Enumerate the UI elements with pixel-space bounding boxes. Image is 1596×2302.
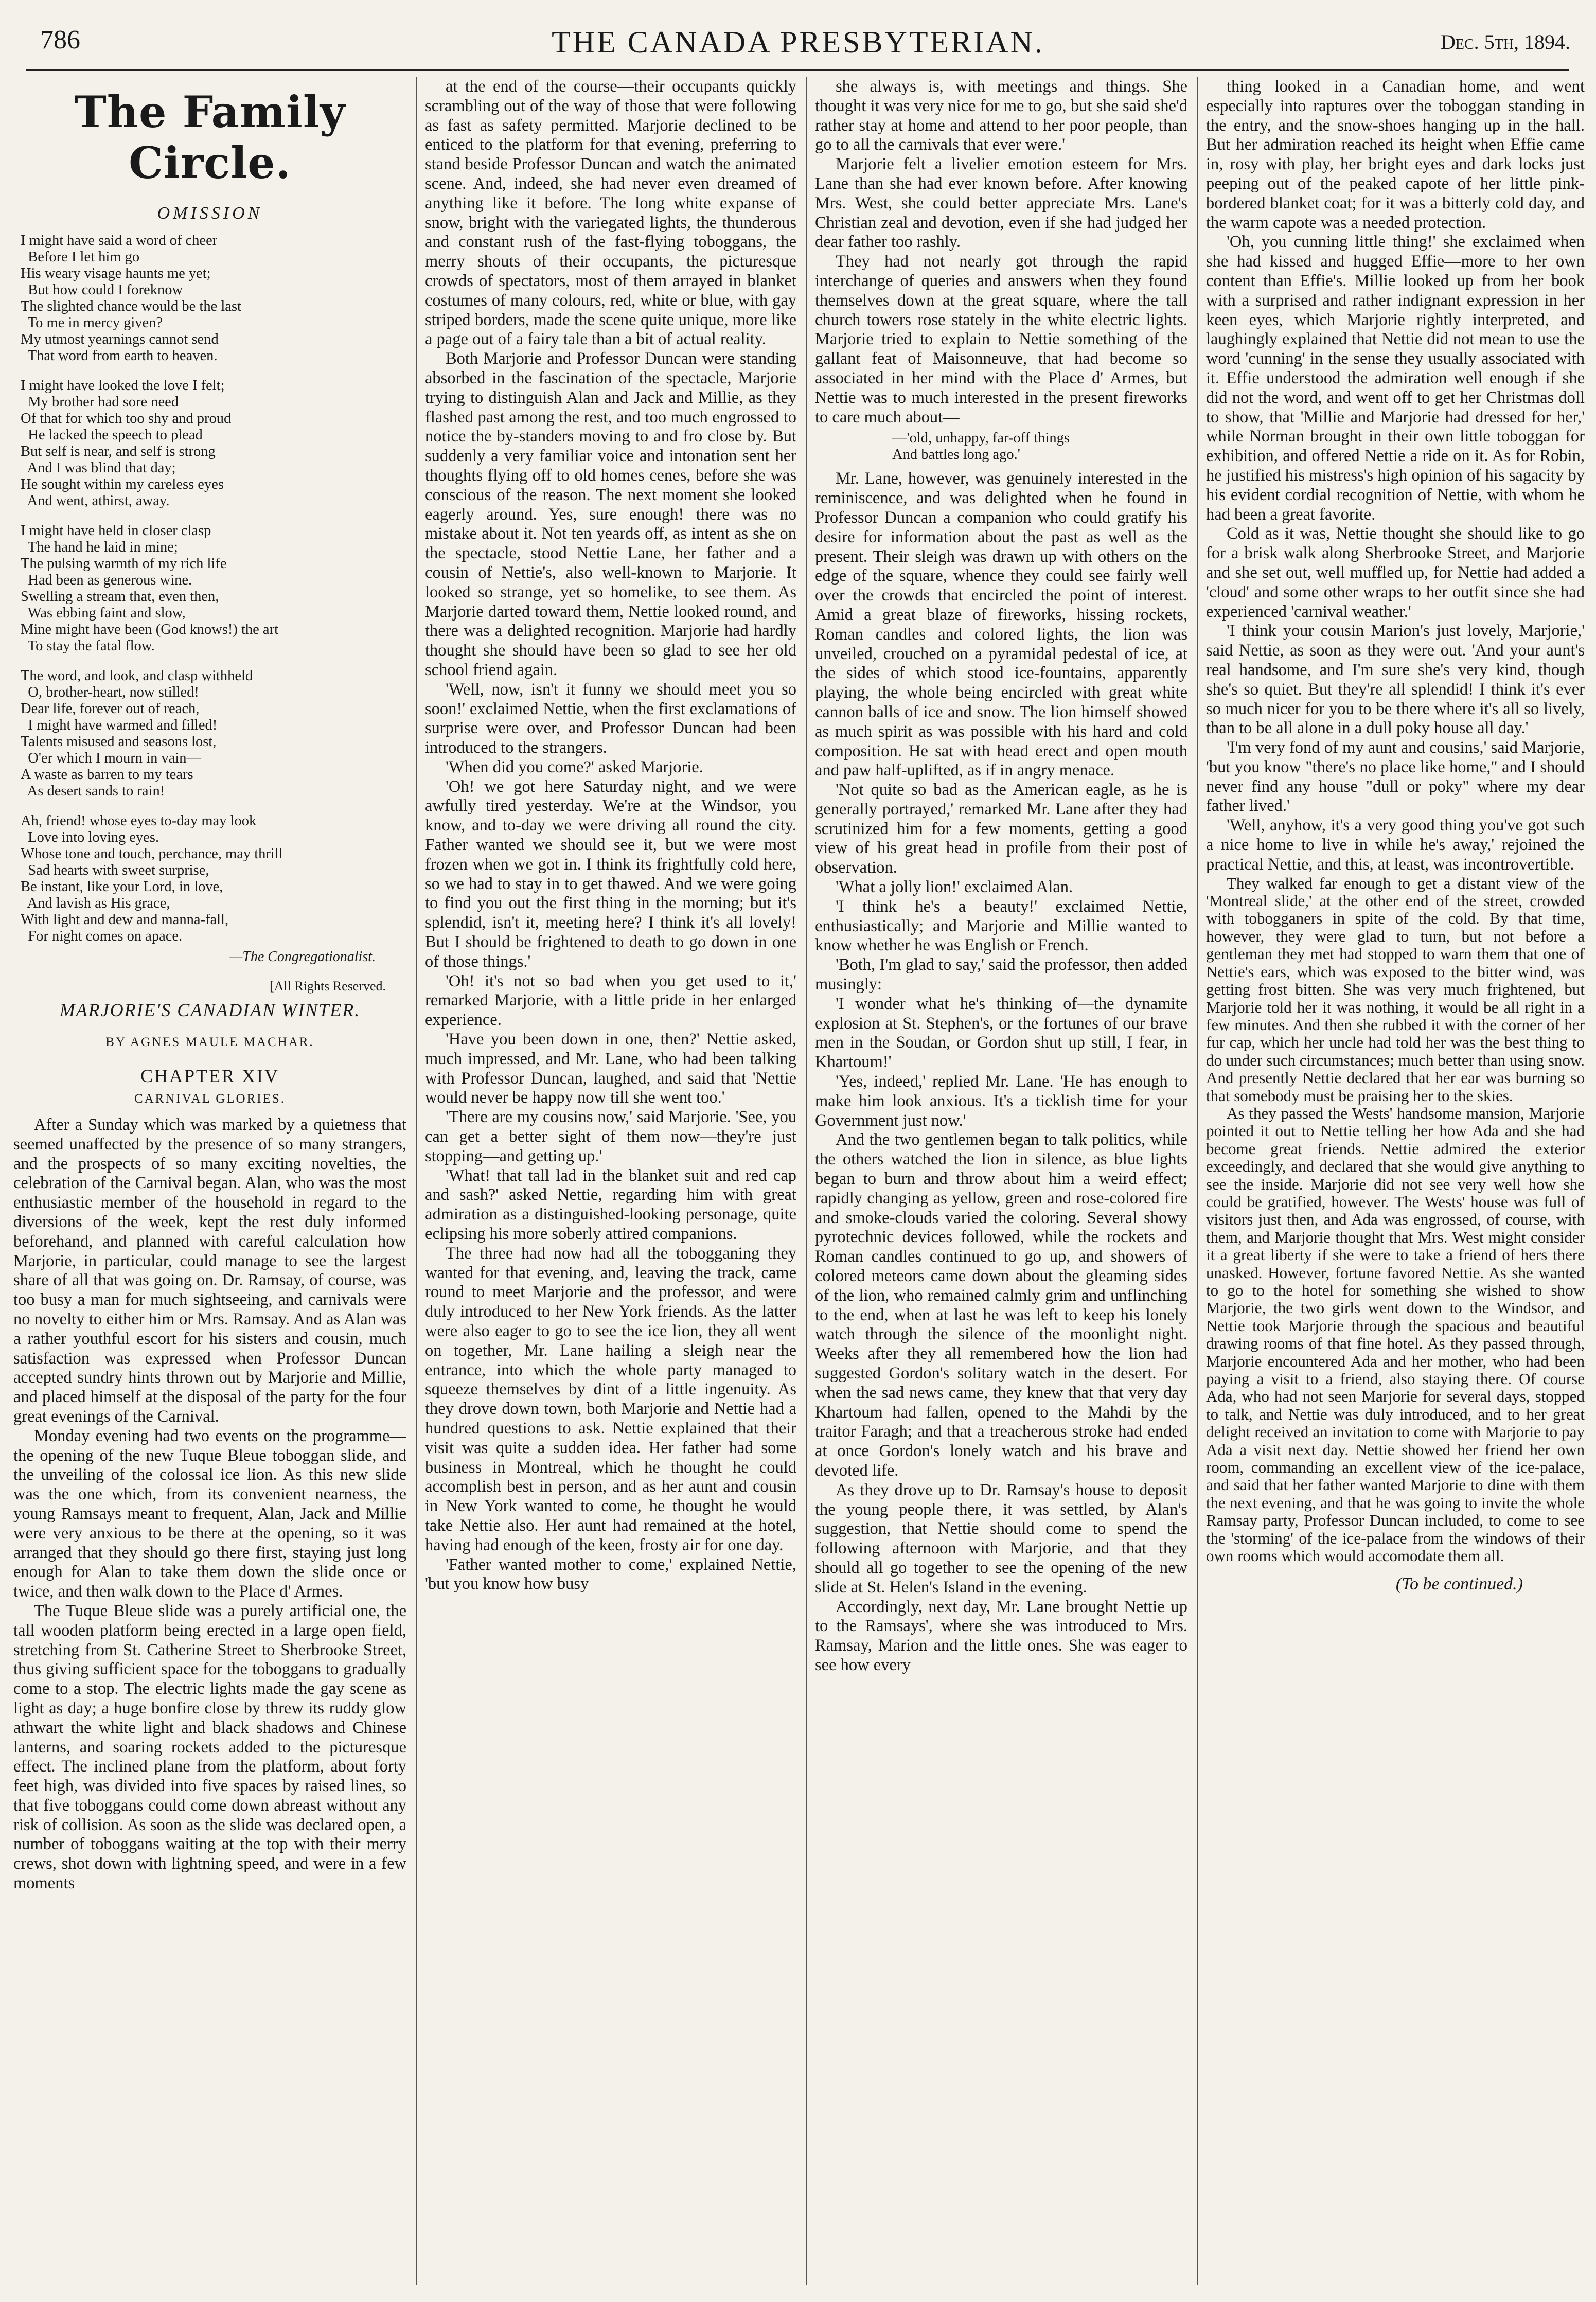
- poem-line: O, brother-heart, now stilled!: [21, 684, 199, 700]
- poem-line: Of that for which too shy and proud: [21, 411, 232, 427]
- poem-stanza: [21, 668, 406, 800]
- poem-line: Ah, friend! whose eyes to-day may look: [21, 813, 257, 829]
- paragraph: And the two gentlemen began to talk politics, while the others watched the lion in silence, as blue lights began to burn and throw about him a weird effect; rapidly changing as yellow, green and rose-colored fire and smoke-clouds varied the coloring. Several showy pyrotechnic devices followed, while the rockets and Roman candles continued to go up, and showers of colored meteors came down about the gleaming sides of the lion, who remained calmly grim and unflinching to the end, when at last he was left to keep his lonely watch through the silence of the moonlight night. Weeks after they all remembered how the lion had suggested Gordon's solitary watch in the desert. For when the sad news came, they knew that that very day Khartoum had fallen, opened to the Mahdi by the traitor Faragh; and that a treacherous stroke had ended at once Gordon's lonely watch and his brave and devoted life.: [815, 1130, 1187, 1480]
- publication-title: THE CANADA PRESBYTERIAN.: [552, 25, 1044, 59]
- poem-line: I might have warmed and filled!: [21, 717, 218, 733]
- paragraph: 'I think he's a beauty!' exclaimed Nettie, enthusiastically; and Marjorie and Millie wanted to know whether he was English or French.: [815, 897, 1187, 955]
- paragraph: 'Oh! it's not so bad when you get used to it,' remarked Marjorie, with a little pride in her enlarged experience.: [425, 971, 796, 1030]
- poem-line: Sad hearts with sweet surprise,: [21, 862, 209, 878]
- poem-line: A waste as barren to my tears: [21, 767, 193, 783]
- poem-line: And went, athirst, away.: [21, 493, 170, 509]
- poem-line: And lavish as His grace,: [21, 895, 170, 911]
- masthead: [21, 25, 1575, 66]
- paragraph: 'Oh, you cunning little thing!' she exclaimed when she had kissed and hugged Effie—more to her own content than Effie's. Millie looked up from her book with a surprised and rather indignant expression in her keen eyes, which Marjorie rightly interpreted, and laughingly explained that Nettie did not mean to use the word 'cunning' in the sense they usually associated with it. Effie understood the admiration well enough if she did not the word, and went off to get her Christmas doll to show, that 'Millie and Marjorie had dressed for her,' while Norman brought in their own little toboggan for exhibition, and offered Nettie a ride on it. As for Robin, he justified his mistress's high opinion of his sagacity by his evident cordial recognition of Nettie, with whom he had been a great favorite.: [1206, 233, 1585, 524]
- poem-line: As desert sands to rain!: [21, 783, 165, 799]
- paragraph: Cold as it was, Nettie thought she should like to go for a brisk walk along Sherbrooke Street, and Marjorie and she set out, well muffled up, for Nettie had added a 'cloud' and some other wraps to her outfit since she had experienced 'carnival weather.': [1206, 524, 1585, 621]
- poem-line: He lacked the speech to plead: [21, 427, 203, 443]
- poem-line: My utmost yearnings cannot send: [21, 331, 219, 347]
- paragraph: 'I wonder what he's thinking of—the dynamite explosion at St. Stephen's, or the fortunes of our brave men in the Soudan, or Gordon shut up still, I fear, in Khartoum!': [815, 994, 1187, 1072]
- paragraph: Mr. Lane, however, was genuinely interested in the reminiscence, and was delighted when he found in Professor Duncan a companion who could gratify his desire for information about the past as well as the present. Their sleigh was drawn up with others on the edge of the square, whence they could see fairly well over the crowds that encircled the point of interest. Amid a great blaze of fireworks, hissing rockets, Roman candles and colored lights, the lion was unveiled, crouched on a pyramidal pedestal of ice, at the sides of which stood ice-fountains, apparently playing, the whole being encircled with great white cannon balls of ice and snow. The lion himself showed as much spirit as was possible with his hard and cold composition. He sat with head erect and open mouth and paw half-uplifted, as if in angry menace.: [815, 469, 1187, 780]
- paragraph: 'I'm very fond of my aunt and cousins,' said Marjorie, 'but you know "there's no place like home," and I should never find any house "dull or poky" where my dear father lived.': [1206, 738, 1585, 816]
- poem-line: The hand he laid in mine;: [21, 539, 178, 555]
- poem-line: His weary visage haunts me yet;: [21, 265, 211, 281]
- paragraph: 'There are my cousins now,' said Marjorie. 'See, you can get a better sight of them now—they're just stopping—and getting up.': [425, 1108, 796, 1165]
- poem-line: Mine might have been (God knows!) the art: [21, 622, 278, 638]
- column-3-text-b: [815, 469, 1187, 1675]
- stanza-gap: [21, 509, 406, 523]
- paragraph: 'Father wanted mother to come,' explained Nettie, 'but you know how busy: [425, 1555, 796, 1593]
- story-byline: BY AGNES MAULE MACHAR.: [105, 1035, 314, 1049]
- chapter-subtitle: CARNIVAL GLORIES.: [134, 1092, 286, 1106]
- poem-line: Swelling a stream that, even then,: [21, 589, 219, 605]
- column-3-text-a: [815, 77, 1187, 427]
- poem-line: Whose tone and touch, perchance, may thrill: [21, 846, 283, 862]
- stanza-gap: [21, 654, 406, 668]
- column-1-text: [13, 1115, 406, 1893]
- column-divider: [416, 77, 417, 2285]
- rights-notice: [All Rights Reserved.: [269, 979, 386, 994]
- column-divider: [1197, 77, 1198, 2285]
- poem-line: I might have held in closer clasp: [21, 523, 211, 539]
- poem-line: The pulsing warmth of my rich life: [21, 556, 227, 572]
- paragraph: 'Both, I'm glad to say,' said the professor, then added musingly:: [815, 955, 1187, 994]
- paragraph: 'When did you come?' asked Marjorie.: [446, 757, 703, 776]
- quote-line: —'old, unhappy, far-off things: [892, 430, 1070, 447]
- stanza-gap: [21, 800, 406, 813]
- page-number: 786: [40, 25, 80, 55]
- column-2: [425, 77, 796, 2290]
- paragraph: As they drove up to Dr. Ramsay's house to deposit the young people there, it was settled, by Alan's suggestion, that Nettie should come to spend the following afternoon with Marjorie, and that they should all go together to see the opening of the new slide at St. Helen's Island in the evening.: [815, 1480, 1187, 1597]
- paragraph: 'Well, now, isn't it funny we should meet you so soon!' exclaimed Nettie, when the first exclamations of surprise were over, and Professor Duncan had been introduced to the strangers.: [425, 680, 796, 757]
- paragraph: she always is, with meetings and things. She thought it was very nice for me to go, but she said she'd rather stay at home and attend to her poor people, than go to all the carnivals that ever were.': [815, 77, 1187, 154]
- poem-line: Before I let him go: [21, 249, 140, 265]
- column-2-text: [425, 77, 796, 1594]
- poem-line: I might have said a word of cheer: [21, 233, 218, 249]
- column-4-text: [1206, 77, 1585, 875]
- poem-line: To stay the fatal flow.: [21, 638, 155, 654]
- poem-line: Love into loving eyes.: [21, 829, 159, 845]
- poem-line: Had been as generous wine.: [21, 572, 192, 588]
- chapter-heading: CHAPTER XIV: [140, 1066, 279, 1086]
- story-title: MARJORIE'S CANADIAN WINTER.: [59, 1000, 361, 1020]
- poem-line: Was ebbing faint and slow,: [21, 605, 186, 621]
- poem-body: [13, 233, 406, 945]
- poem-line: Talents misused and seasons lost,: [21, 734, 217, 750]
- poem-stanza: [21, 378, 406, 509]
- masthead-rule: [26, 69, 1569, 71]
- quote-line: And battles long ago.': [892, 447, 1020, 463]
- poem-line: For night comes on apace.: [21, 928, 183, 944]
- poem-stanza: [21, 233, 406, 364]
- poem-line: But self is near, and self is strong: [21, 444, 216, 459]
- paragraph: They walked far enough to get a distant view of the 'Montreal slide,' at the other end of the street, crowded with tobogganers in spite of the cold. By that time, however, they were glad to turn, but not before a gentleman they met had stopped to warn them that one of Nettie's ears, which was exposed to the bitter wind, was getting frost bitten. She was very much frightened, but Marjorie told her it was nothing, it would be all right in a few minutes. And then she rubbed it with the corner of her fur cap, which her uncle had told her was the best thing to do under such circumstances; much better than using snow. And presently Nettie declared that her ear was burning so that somebody must be praising her to the skies.: [1206, 874, 1585, 1105]
- poem-line: But how could I foreknow: [21, 282, 183, 298]
- poem-source: —The Congregationalist.: [229, 949, 376, 965]
- paragraph: Both Marjorie and Professor Duncan were standing absorbed in the fascination of the spectacle, Marjorie trying to distinguish Alan and Jack and Millie, as they flashed past among the rest, and too much engrossed to notice the by-standers moving to and fro close by. But suddenly a very familiar voice and intonation sent her thoughts flying off to old homes cenes, before she was conscious of the reason. The next moment she looked eagerly around. Yes, sure enough! there was no mistake about it. Not ten yeards off, as intent as she on the spectacle, stood Nettie Lane, her father and a cousin of Nettie's, also well-known to Marjorie. It looked so strange, yet so homelike, to see them. As Marjorie darted toward them, Nettie looked round, and there was a delighted recognition. Marjorie had hardly thought she should have been so glad to see her old school friend again.: [425, 349, 796, 679]
- poem-line: He sought within my careless eyes: [21, 476, 224, 492]
- paragraph: 'Well, anyhow, it's a very good thing you've got such a nice home to live in while he's away,' rejoined the practical Nettie, and this, at least, was incontrovertible.: [1206, 816, 1585, 874]
- poem-line: Dear life, forever out of reach,: [21, 701, 200, 717]
- paragraph: After a Sunday which was marked by a quietness that seemed unaffected by the presence of so many strangers, and the prospects of so many exciting novelties, the celebration of the Carnival began. Alan, who was the most enthusiastic member of the household in regard to the diversions of the week, kept the rest duly informed beforehand, and planned with careful calculation how Marjorie, in particular, could manage to see the largest share of all that was going on. Dr. Ramsay, of course, was too busy a man for much sightseeing, and carnivals were no novelty to either him or Mrs. Ramsay. And as Alan was a rather youthful escort for his sisters and cousin, much satisfaction was expressed when Professor Duncan accepted sundry hints thrown out by Marjorie and Millie, and placed himself at the disposal of the party for the four great evenings of the Carnival.: [13, 1115, 406, 1426]
- paragraph: Marjorie felt a livelier emotion esteem for Mrs. Lane than she had ever known before. After knowing Mrs. West, she could better appreciate Mrs. Lane's Christian zeal and devotion, even if she had judged her dear father too rashly.: [815, 155, 1187, 252]
- column-1: [13, 77, 406, 2290]
- poem-line: That word from earth to heaven.: [21, 348, 218, 364]
- paragraph: 'Yes, indeed,' replied Mr. Lane. 'He has enough to make him look anxious. It's a ticklish time for your Government just now.': [815, 1072, 1187, 1130]
- paragraph: 'Oh! we got here Saturday night, and we were awfully tired yesterday. We're at the Windsor, you know, and to-day we were driving all round the city. Father wanted we should see it, but we were most frozen when we got in. I think its frightfully cold here, so we had to stay in to get thawed. And we were going to find you out the first thing in the morning; but it's splendid, isn't it, meeting here? I think it's all lovely! But I should be frightened to death to go down in one of those things.': [425, 777, 796, 971]
- poem-line: Be instant, like your Lord, in love,: [21, 879, 223, 895]
- paragraph: 'Have you been down in one, then?' Nettie asked, much impressed, and Mr. Lane, who had been talking with Professor Duncan, laughed, and said that 'Nettie would never be happy now till she went too.': [425, 1030, 796, 1107]
- paragraph: thing looked in a Canadian home, and went especially into raptures over the toboggan standing in the entry, and the snow-shoes hanging up in the hall. But her admiration reached its height when Effie came in, rosy with play, her bright eyes and dark locks just peeping out of the peaked capote of her little pink-bordered blanket coat; for it was a bitterly cold day, and the warm capote was a needed protection.: [1206, 77, 1585, 232]
- paragraph: Monday evening had two events on the programme—the opening of the new Tuque Bleue toboggan slide, and the unveiling of the colossal ice lion. As this new slide was the one which, from its convenient nearness, the young Ramsays meant to frequent, Alan, Jack and Millie were very anxious to be there at the opening, so it was arranged that they should go there first, staying just long enough for Alan to take them down the slide once or twice, and then walk down to the Place d' Armes.: [13, 1426, 406, 1601]
- paragraph: at the end of the course—their occupants quickly scrambling out of the way of those that were following as fast as safety permitted. Marjorie declined to be enticed to the platform for that evening, preferring to stand beside Professor Duncan and watch the animated scene. And, indeed, she had never even dreamed of anything like it before. The long white expanse of snow, bright with the variegated lights, the thunderous and constant rush of the fast-flying toboggans, the merry shouts of their occupants, the picturesque crowds of spectators, most of them arrayed in blanket costumes of many colours, red, white or blue, with gay striped borders, made the scene quite unique, more like a page out of a fairy tale than a bit of actual reality.: [425, 77, 796, 349]
- poem-stanza: [21, 813, 406, 945]
- to-be-continued: (To be continued.): [1395, 1574, 1523, 1593]
- poem-line: The word, and look, and clasp withheld: [21, 668, 253, 684]
- paragraph: Accordingly, next day, Mr. Lane brought Nettie up to the Ramsays', where she was introduced to Mrs. Ramsay, Marion and the little ones. She was eager to see how every: [815, 1597, 1187, 1674]
- paragraph: The three had now had all the tobogganing they wanted for that evening, and, leaving the track, came round to meet Marjorie and the professor, and were duly introduced to her New York friends. As the latter were also eager to go to see the ice lion, they all went on together, Mr. Lane hailing a sleigh near the entrance, into which the whole party managed to squeeze themselves by dint of a little ingenuity. As they drove down town, both Marjorie and Nettie had a hundred questions to ask. Nettie explained that their visit was quite a sudden idea. Her father had some business in Montreal, which he thought he could accomplish best in person, and as her aunt and cousin in New York wanted to come, he thought he would take Nettie also. Her aunt had remained at the hotel, having had enough of the keen, frosty air for one day.: [425, 1244, 796, 1554]
- paragraph: The Tuque Bleue slide was a purely artificial one, the tall wooden platform being erected in a large open field, stretching from St. Catherine Street to Sherbrooke Street, thus giving sufficient space for the toboggans to gradually come to a stop. The electric lights made the gay scene as light as day; a huge bonfire close by threw its ruddy glow athwart the white light and black shadows and Chinese lanterns, and soaring rockets added to the picturesque effect. The inclined plane from the platform, about forty feet high, was divided into five spaces by raised lines, so that five toboggans could come down abreast without any risk of collision. As soon as the slide was declared open, a number of toboggans waiting at the top with their merry crews, shot down with lightning speed, and were in a few moments: [13, 1601, 406, 1893]
- column-4-text-small: [1206, 875, 1585, 1565]
- column-3: [815, 77, 1187, 2290]
- poem-line: With light and dew and manna-fall,: [21, 912, 229, 928]
- section-title: The Family Circle.: [74, 86, 346, 188]
- poem-line: The slighted chance would be the last: [21, 298, 241, 314]
- paragraph: 'What! that tall lad in the blanket suit and red cap and sash?' asked Nettie, regarding him with great admiration as a distinguished-looking personage, quite eclipsing his more soberly attired companions.: [425, 1166, 796, 1244]
- paragraph: 'I think your cousin Marion's just lovely, Marjorie,' said Nettie, as soon as they were out. 'And your aunt's real handsome, and I'm sure she's very kind, though she's so quiet. But they're all splendid! I think it's ever so much nicer for you to be there where it's all so lively, than to be all alone in a dull poky house all day.': [1206, 622, 1585, 738]
- column-4: [1206, 77, 1585, 2290]
- paragraph: 'What a jolly lion!' exclaimed Alan.: [836, 878, 1073, 897]
- stanza-gap: [21, 364, 406, 378]
- paragraph: As they passed the Wests' handsome mansion, Marjorie pointed it out to Nettie telling her how Ada and she had become great friends. Nettie admired the exterior exceedingly, and declared that she would give anything to see the inside. Marjorie did not see very well how she could be gratified, however. The Wests' house was full of visitors just then, and Ada was engrossed, of course, with them, and Marjorie thought that Mrs. West might consider it a great liberty if she were to take a friend of hers there unasked. However, fortune favored Nettie. As she wanted to go to the hotel for something she wished to show Marjorie, the two girls went down to the Windsor, and Nettie took Marjorie through the spacious and beautiful drawing rooms of that fine hotel. As they passed through, Marjorie encountered Ada and her mother, who had been paying a visit to a friend, also staying there. Of course Ada, who had not seen Marjorie for several days, stopped to talk, and Nettie was duly introduced, and to her great delight received an invitation to come with Marjorie to pay Ada a visit next day. Nettie showed her friend her own room, commanding an excellent view of the ice-palace, and said that her father wanted Marjorie to dine with them the next evening, and that he was going to invite the whole Ramsay party, Professor Duncan included, to come to see the 'storming' of the ice-palace from the windows of their own rooms which would accomodate them all.: [1206, 1104, 1585, 1565]
- poem-line: I might have looked the love I felt;: [21, 378, 225, 394]
- poem-line: O'er which I mourn in vain—: [21, 750, 202, 766]
- column-divider: [806, 77, 807, 2285]
- poem-line: To me in mercy given?: [21, 315, 163, 331]
- poem-line: My brother had sore need: [21, 394, 179, 410]
- poem-stanza: [21, 523, 406, 654]
- paragraph: They had not nearly got through the rapid interchange of queries and answers when they found themselves down at the great square, where the tall church towers rose stately in the white electric lights. Marjorie tried to explain to Nettie something of the gallant feat of Maisonneuve, that had become so associated in her mind with the Place d' Armes, but Nettie was to much interested in the present fireworks to care much about—: [815, 252, 1187, 427]
- poem-title: OMISSION: [157, 204, 263, 223]
- verse-quote: [815, 430, 1187, 463]
- issue-date: Dec. 5th, 1894.: [1441, 30, 1570, 54]
- paragraph: 'Not quite so bad as the American eagle, as he is generally portrayed,' remarked Mr. Lane after they had scrutinized him for a few moments, getting a good view of his great head in profile from their post of observation.: [815, 781, 1187, 877]
- poem-line: And I was blind that day;: [21, 460, 176, 476]
